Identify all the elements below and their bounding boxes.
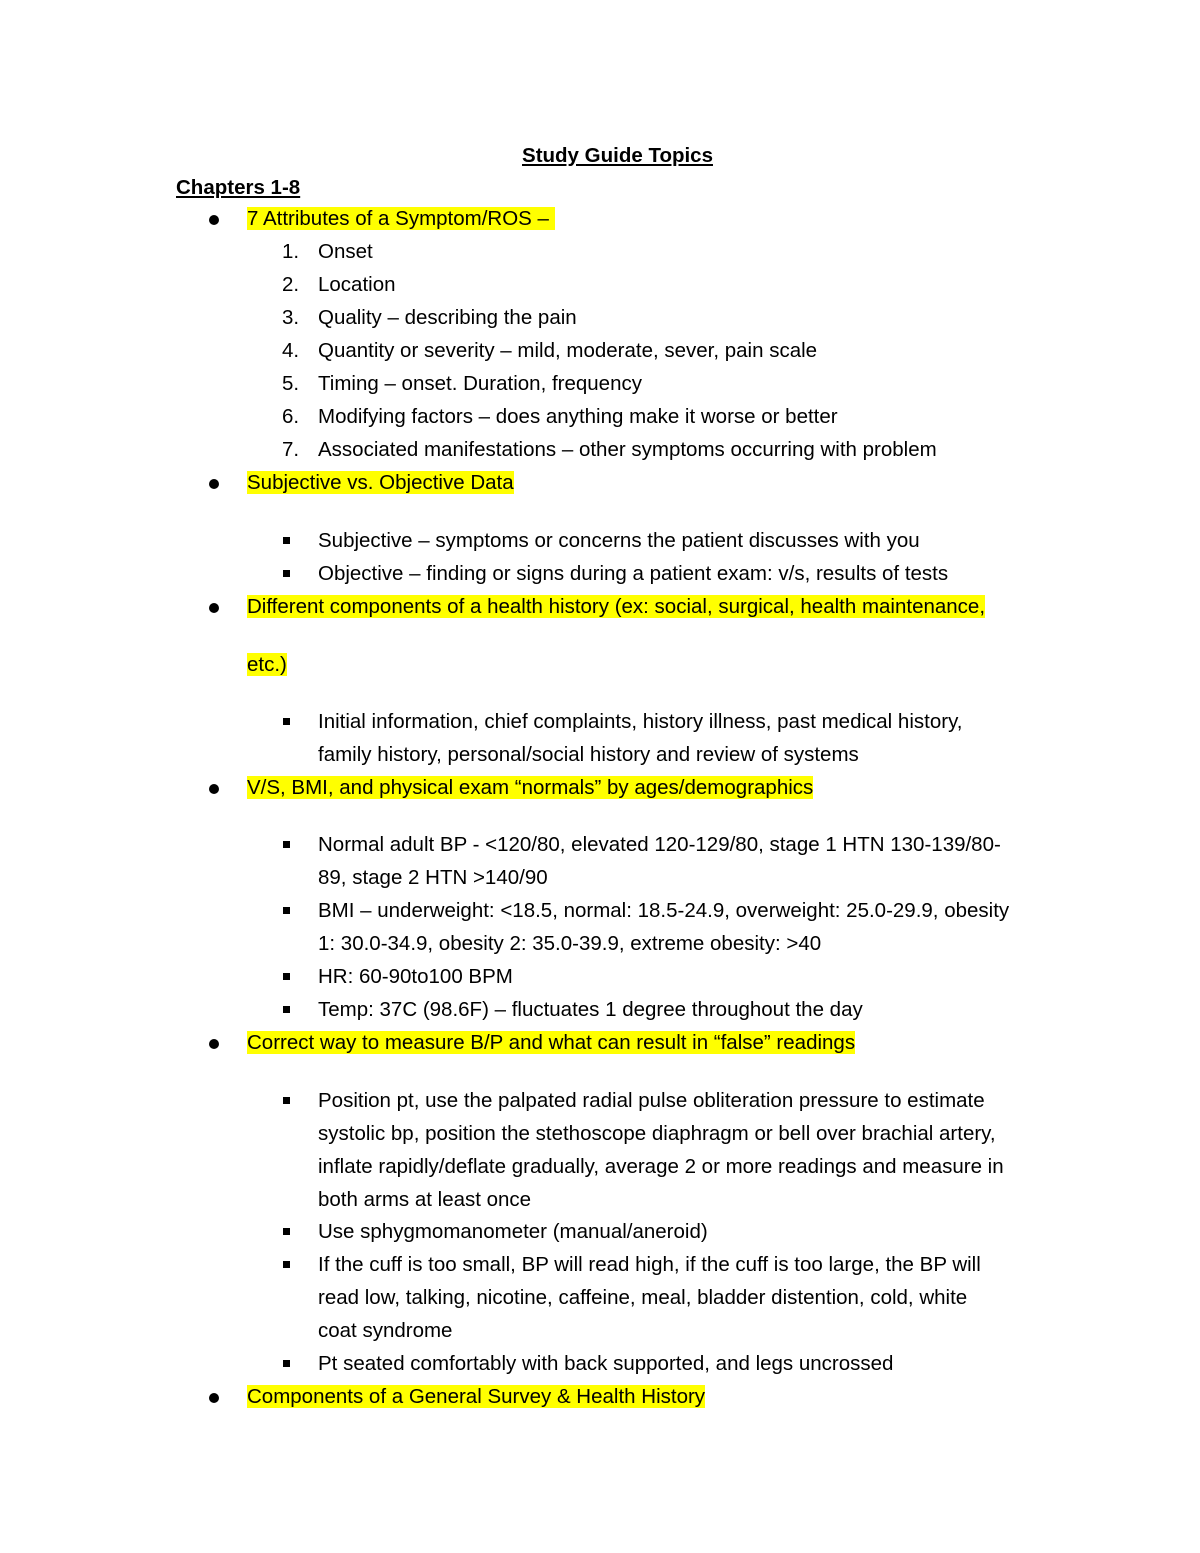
page-title: Study Guide Topics <box>522 144 713 167</box>
list-number: 2. <box>282 273 300 296</box>
bullet-square <box>283 570 290 577</box>
bullet-square <box>283 907 290 914</box>
list-item: Initial information, chief complaints, history illness, past medical history, <box>318 710 963 733</box>
list-number: 4. <box>282 339 300 362</box>
list-item-continued: systolic bp, position the stethoscope diaphragm or bell over brachial artery, <box>318 1122 996 1145</box>
bullet-dot <box>209 1393 219 1403</box>
list-number: 1. <box>282 240 300 263</box>
list-item: Temp: 37C (98.6F) – fluctuates 1 degree throughout the day <box>318 998 863 1021</box>
list-number: 7. <box>282 438 300 461</box>
list-item: Quality – describing the pain <box>318 306 577 329</box>
list-item: Modifying factors – does anything make it worse or better <box>318 405 838 428</box>
list-item-continued: both arms at least once <box>318 1188 532 1211</box>
bullet-dot <box>209 215 219 225</box>
bullet-square <box>283 1006 290 1013</box>
list-number: 3. <box>282 306 300 329</box>
bullet-square <box>283 1228 290 1235</box>
topic-heading-continued: etc.) <box>247 653 287 676</box>
topic-heading: 7 Attributes of a Symptom/ROS – <box>247 206 555 232</box>
list-number: 5. <box>282 372 300 395</box>
list-item: Use sphygmomanometer (manual/aneroid) <box>318 1220 708 1243</box>
topic-heading: Components of a General Survey & Health History <box>247 1385 706 1408</box>
bullet-square <box>283 718 290 725</box>
list-item: Quantity or severity – mild, moderate, sever, pain scale <box>318 339 818 362</box>
list-item-continued: inflate rapidly/deflate gradually, average 2 or more readings and measure in <box>318 1155 1004 1178</box>
list-item: HR: 60-90to100 BPM <box>318 965 513 988</box>
list-item: Normal adult BP - <120/80, elevated 120-129/80, stage 1 HTN 130-139/80- <box>318 833 1001 856</box>
list-item: Position pt, use the palpated radial pulse obliteration pressure to estimate <box>318 1089 985 1112</box>
bullet-dot <box>209 479 219 489</box>
list-item: Objective – finding or signs during a patient exam: v/s, results of tests <box>318 562 949 585</box>
list-item-continued: read low, talking, nicotine, caffeine, meal, bladder distention, cold, white <box>318 1286 968 1309</box>
list-item: Onset <box>318 240 373 263</box>
topic-heading: V/S, BMI, and physical exam “normals” by ages/demographics <box>247 776 814 799</box>
bullet-square <box>283 1097 290 1104</box>
list-item-continued: 1: 30.0-34.9, obesity 2: 35.0-39.9, extreme obesity: >40 <box>318 932 822 955</box>
list-item: Subjective – symptoms or concerns the patient discusses with you <box>318 529 920 552</box>
list-item: If the cuff is too small, BP will read high, if the cuff is too large, the BP will <box>318 1253 981 1276</box>
bullet-square <box>283 1360 290 1367</box>
list-number: 6. <box>282 405 300 428</box>
bullet-square <box>283 841 290 848</box>
section-heading: Chapters 1-8 <box>176 176 301 199</box>
bullet-dot <box>209 1039 219 1049</box>
list-item: BMI – underweight: <18.5, normal: 18.5-24.9, overweight: 25.0-29.9, obesity <box>318 899 1010 922</box>
bullet-square <box>283 1261 290 1268</box>
list-item-continued: family history, personal/social history and review of systems <box>318 743 859 766</box>
topic-heading: Subjective vs. Objective Data <box>247 471 514 494</box>
topic-heading: Correct way to measure B/P and what can result in “false” readings <box>247 1031 856 1054</box>
list-item-continued: coat syndrome <box>318 1319 453 1342</box>
bullet-dot <box>209 603 219 613</box>
bullet-dot <box>209 784 219 794</box>
topic-heading: Different components of a health history (ex: social, surgical, health maintenance, <box>247 595 986 618</box>
list-item: Pt seated comfortably with back supported, and legs uncrossed <box>318 1352 894 1375</box>
list-item: Timing – onset. Duration, frequency <box>318 372 642 395</box>
bullet-square <box>283 537 290 544</box>
bullet-square <box>283 973 290 980</box>
list-item: Associated manifestations – other symptoms occurring with problem <box>318 438 937 461</box>
list-item-continued: 89, stage 2 HTN >140/90 <box>318 866 548 889</box>
list-item: Location <box>318 273 396 296</box>
